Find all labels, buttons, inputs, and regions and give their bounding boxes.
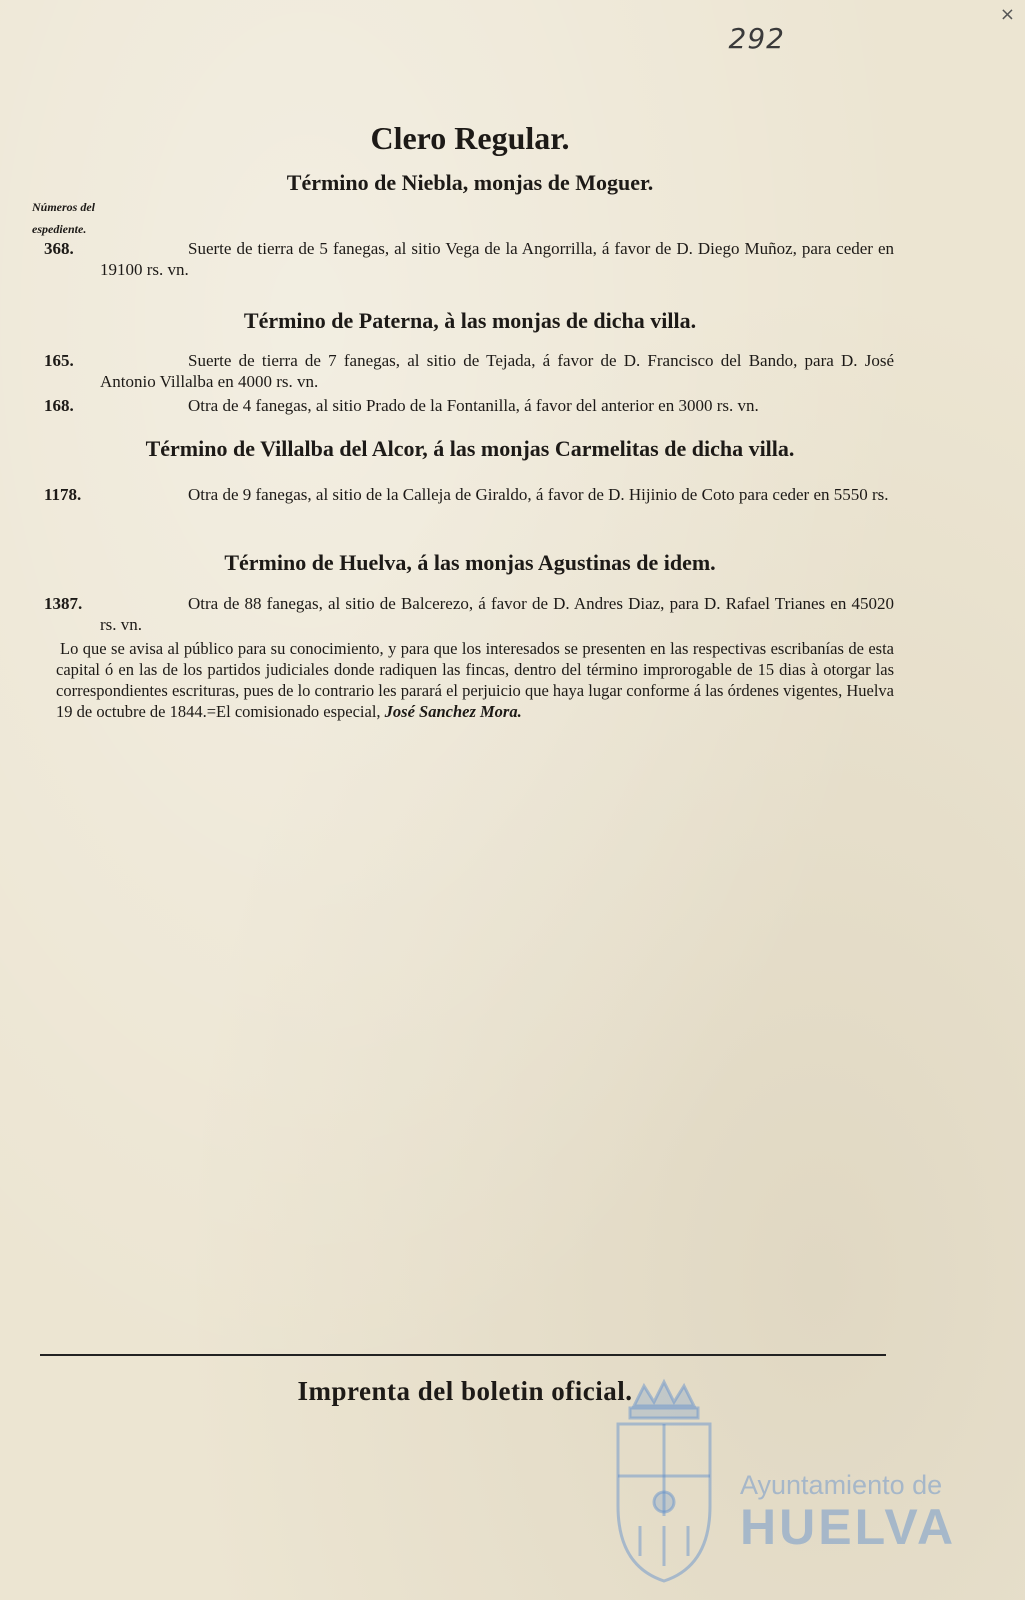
entry-1178	[44, 484, 894, 505]
entry-text: Suerte de tierra de 7 fanegas, al sitio de Tejada, á favor de D. Francisco del Bando, para D. José Antonio Villalba en 4000 rs. vn.	[100, 351, 894, 391]
section-heading-niebla: Término de Niebla, monjas de Moguer.	[286, 170, 654, 195]
entry-368	[44, 238, 894, 280]
entry-number: 1387.	[44, 594, 83, 613]
huelva-watermark	[604, 1376, 1004, 1586]
signature: José Sanchez Mora.	[384, 702, 522, 721]
column-label-line2: espediente.	[32, 222, 87, 236]
section-heading-villalba: Término de Villalba del Alcor, á las monjas Carmelitas de dicha villa.	[145, 436, 795, 461]
footer-imprint: Imprenta del boletin oficial.	[297, 1376, 633, 1406]
column-label	[32, 196, 95, 240]
entry-1387	[44, 593, 894, 635]
crest-icon	[604, 1376, 724, 1586]
watermark-line2: HUELVA	[740, 1499, 957, 1555]
section-heading-paterna: Término de Paterna, à las monjas de dicha villa.	[243, 308, 697, 333]
entry-number: 165.	[44, 351, 74, 370]
folio-number: 292	[728, 22, 785, 55]
entry-text: Otra de 4 fanegas, al sitio Prado de la Fontanilla, á favor del anterior en 3000 rs. vn.	[188, 396, 759, 415]
entry-number: 1178.	[44, 485, 82, 504]
column-label-line1: Números del	[32, 200, 95, 214]
watermark-line1: Ayuntamiento de	[740, 1470, 943, 1500]
entry-168	[44, 395, 894, 416]
entry-text: Suerte de tierra de 5 fanegas, al sitio Vega de la Angorrilla, á favor de D. Diego Muñoz, para ceder en 19100 rs. vn.	[100, 239, 894, 279]
footer-rule	[40, 1354, 886, 1356]
entry-number: 168.	[44, 396, 74, 415]
entry-number: 368.	[44, 239, 74, 258]
entry-165	[44, 350, 894, 392]
corner-mark: ×	[999, 4, 1015, 25]
entry-text: Otra de 9 fanegas, al sitio de la Calleja de Giraldo, á favor de D. Hijinio de Coto para ceder en 5550 rs.	[188, 485, 889, 504]
notice-text: Lo que se avisa al público para su conocimiento, y para que los interesados se presenten en las respectivas escribanías de esta capital ó en las de los partidos judiciales donde radiquen las fincas, dentro del término improrogable de 15 dias à otorgar las correspondientes escrituras, pues de lo contrario les parará el perjuicio que haya lugar conforme á las órdenes vigentes, Huelva 19 de octubre de 1844.=El comisionado especial,	[56, 639, 894, 721]
entry-text: Otra de 88 fanegas, al sitio de Balcerezo, á favor de D. Andres Diaz, para D. Rafael Trianes en 45020 rs. vn.	[100, 594, 894, 634]
public-notice	[56, 638, 894, 722]
page-title: Clero Regular.	[370, 120, 570, 156]
section-heading-huelva: Término de Huelva, á las monjas Agustinas de idem.	[224, 550, 716, 575]
